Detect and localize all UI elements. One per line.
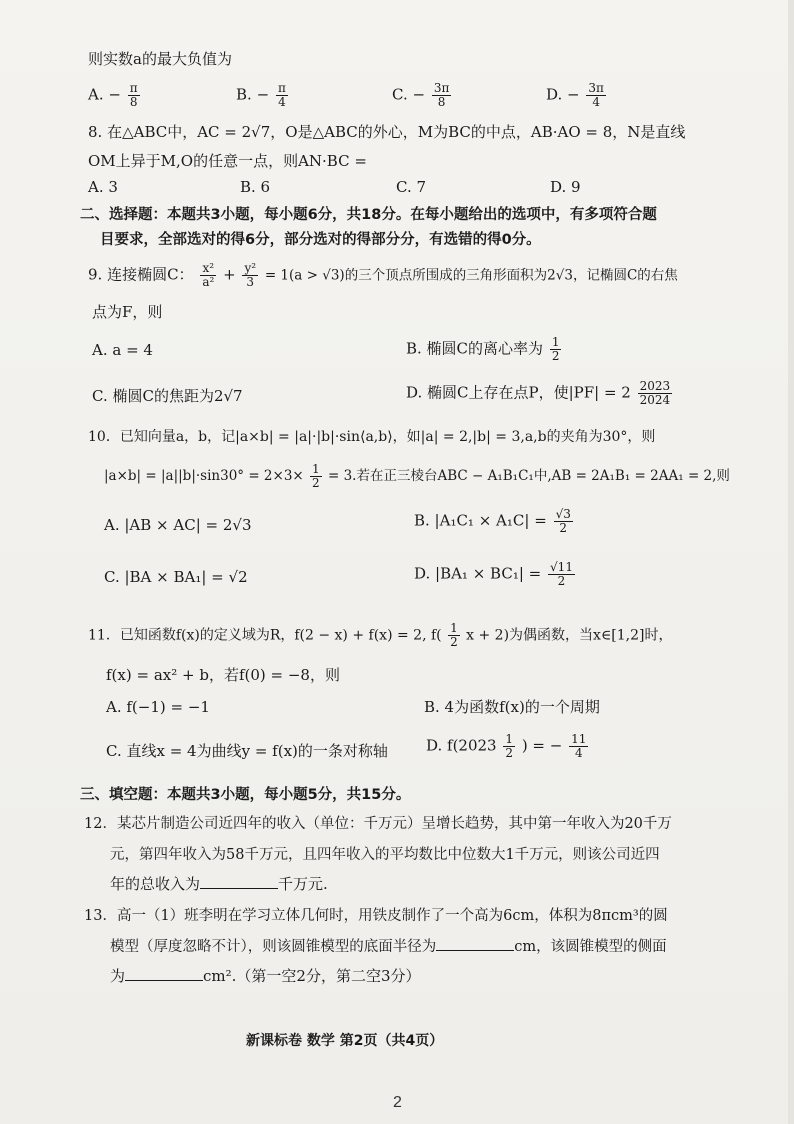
option-label: A. [88,85,104,104]
fraction [550,336,562,363]
fraction [128,82,140,109]
q12-line1: 12．某芯片制造公司近四年的收入（单位：千万元）呈增长趋势，其中第一年收入为20千万 [84,816,672,832]
q8-line2: OM上异于M,O的任意一点，则AN·BC = [88,152,367,170]
fraction [586,82,606,109]
section3-heading: 三、填空题：本题共3小题，每小题5分，共15分。 [80,787,411,803]
q10-line2 [104,463,730,490]
q13-line3 [110,966,421,986]
q9-line2: 点为F，则 [92,303,163,321]
q12-line3-suffix: 千万元. [278,875,328,893]
q7-option-d [546,82,608,109]
section2-heading-line1: 二、选择题：本题共3小题，每小题6分，共18分。在每小题给出的选项中，有多项符合题 [80,207,657,223]
numerator: 3π [588,81,604,95]
option-text: B. 椭圆C的离心率为 [406,339,544,358]
numerator: 1 [312,462,320,476]
q13-line2-prefix: 模型（厚度忽略不计），则该圆锥模型的底面半径为 [110,939,437,955]
plus-sign: + [223,265,236,284]
numerator: 3π [433,81,450,95]
q11-line1 [88,622,673,649]
denominator: 8 [437,95,446,109]
fraction [569,733,588,760]
q11-option-c: C. 直线x = 4为曲线y = f(x)的一条对称轴 [106,742,388,760]
answer-blank[interactable] [200,874,278,889]
q12-line3-prefix: 年的总收入为 [110,875,201,893]
q7-tail-text: 则实数a的最大负值为 [88,50,232,68]
option-text: D. |BA₁ × BC₁| = [414,564,542,583]
q10-line2-prefix: |a×b| = |a||b|·sin30° = 2×3× [104,468,304,484]
option-label: B. [236,85,252,104]
option-text: D. f(2023 [426,736,497,755]
denominator: 2024 [639,393,671,407]
q9-option-b [406,336,563,363]
option-text: ) = − [521,736,563,755]
option-text: D. 椭圆C上存在点P，使|PF| = 2 [406,383,631,402]
q8-option-b: B. 6 [240,178,271,196]
q12-line3 [110,874,328,894]
q11-option-d [426,733,590,760]
q11-option-a: A. f(−1) = −1 [106,698,210,716]
page-number: 2 [393,1094,402,1111]
denominator: 2 [312,476,320,490]
q13-line1: 13．高一（1）班李明在学习立体几何时，用铁皮制作了一个高为6cm，体积为8πcm³的圆 [84,908,668,924]
option-label: C. [392,85,408,104]
denominator: a² [202,275,215,289]
denominator: 2 [450,635,458,649]
q8-line1: 8. 在△ABC中，AC = 2√7，O是△ABC的外心，M为BC的中点，AB·AO = 8，N是直线 [88,123,686,141]
fraction [200,262,216,289]
section2-heading-line2: 目要求，全部选对的得6分，部分选对的得部分分，有选错的得0分。 [100,232,541,248]
numerator: 1 [505,732,514,746]
numerator: 1 [450,621,458,635]
q13-line2 [110,936,667,957]
q7-option-a [88,82,142,109]
fraction [554,508,573,535]
numerator: 2023 [639,379,671,393]
q10-option-c: C. |BA × BA₁| = √2 [104,568,248,586]
q9-option-c: C. 椭圆C的焦距为2√7 [92,387,243,405]
numerator: y² [244,261,257,275]
q8-option-c: C. 7 [396,178,427,196]
q13-line2-suffix: cm，该圆锥模型的侧面 [514,939,667,955]
fraction [548,561,575,588]
denominator: 4 [592,95,600,109]
numerator: 11 [571,732,587,746]
scan-edge [788,0,794,1124]
q10-option-d [414,561,577,588]
q8-option-d: D. 9 [550,178,581,196]
denominator: 2 [505,746,514,760]
minus-sign: − [567,85,580,104]
numerator: π [277,81,286,95]
fraction [242,262,258,289]
denominator: 8 [129,95,138,109]
fraction [276,82,288,109]
denominator: 2 [559,521,568,535]
q9-option-d [406,380,674,407]
denominator: 4 [574,746,583,760]
q10-line2-suffix: = 3.若在正三棱台ABC − A₁B₁C₁中,AB = 2A₁B₁ = 2AA₁ = 2,则 [327,468,730,484]
denominator: 2 [551,349,560,363]
q11-option-b: B. 4为函数f(x)的一个周期 [424,698,600,716]
denominator: 3 [246,275,255,289]
fraction [432,82,452,109]
answer-blank[interactable] [436,936,514,951]
q10-line1: 10．已知向量a，b，记|a×b| = |a|·|b|·sin⟨a,b⟩，如|a| = 2,|b| = 3,a,b的夹角为30°，则 [88,429,656,445]
q8-option-a: A. 3 [88,178,118,196]
fraction [310,463,322,490]
q9-option-a: A. a = 4 [92,341,153,359]
q9-suffix: = 1(a > √3)的三个顶点所围成的三角形面积为2√3，记椭圆C的右焦 [264,267,678,284]
fraction [638,380,673,407]
numerator: √11 [550,560,573,574]
denominator: 4 [278,95,286,109]
option-text: B. |A₁C₁ × A₁C| = [414,511,547,530]
q11-line1-prefix: 11．已知函数f(x)的定义域为R，f(2 − x) + f(x) = 2, f( [88,627,442,644]
q10-option-b [414,508,575,535]
q13-line3-suffix: cm².（第一空2分，第二空3分） [203,967,421,985]
numerator: 1 [551,335,560,349]
numerator: x² [200,262,216,276]
q11-line2: f(x) = ax² + b，若f(0) = −8，则 [106,666,340,684]
denominator: 2 [557,574,566,588]
minus-sign: − [108,85,121,104]
minus-sign: − [256,85,270,104]
minus-sign: − [412,85,426,104]
option-label: D. [546,85,563,104]
q11-line1-suffix: x + 2)为偶函数，当x∈[1,2]时， [466,627,673,644]
numerator: π [129,81,138,95]
fraction [503,733,515,760]
fraction [448,622,460,649]
q13-line3-prefix: 为 [110,967,126,985]
page-footer: 新课标卷 数学 第2页（共4页） [246,1033,444,1049]
q7-option-c [392,82,453,109]
q7-option-b [236,82,290,109]
answer-blank[interactable] [125,966,203,981]
numerator: √3 [555,507,571,521]
q9-prefix: 9. 连接椭圆C： [88,265,194,284]
q10-option-a: A. |AB × AC| = 2√3 [104,516,252,534]
q9-line1 [88,262,678,289]
q12-line2: 元，第四年收入为58千万元，且四年收入的平均数比中位数大1千万元，则该公司近四 [110,847,660,863]
